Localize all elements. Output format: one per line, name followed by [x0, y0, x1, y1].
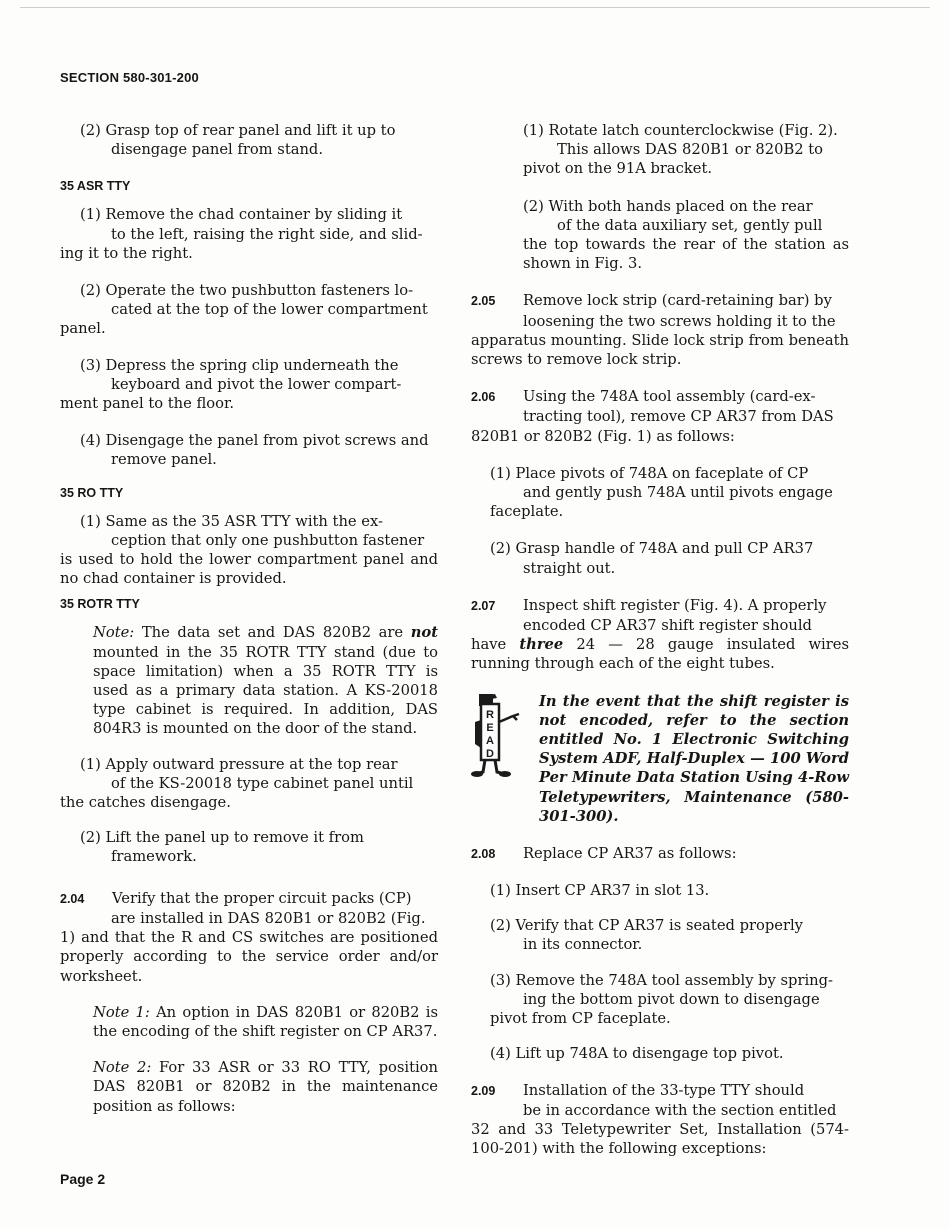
right-column: [471, 121, 849, 1159]
paragraph-2-07: 2.07 Inspect shift register (Fig. 4). A properly encoded CP AR37 shift register should have three 24 — 28 gauge insulated wires running through each of the eight tubes.: [471, 596, 850, 673]
read-callout-text: In the event that the shift register is not encoded, refer to the section entitled No. 1 Electronic Switching System ADF, Half-Duplex — 100 Word Per Minute Data Station Using 4-Row Teletypewriters, Maintenance (580-301-300).: [539, 692, 849, 825]
paragraph-2-08-4: (4) Lift up 748A to disengage top pivot.: [490, 1044, 784, 1062]
paragraph-2-08-2: (2) Verify that CP AR37 is seated properly in its connector.: [490, 916, 803, 953]
paragraph-asr-2: (2) Operate the two pushbutton fasteners lo- cated at the top of the lower compartment panel.: [60, 282, 428, 338]
paragraph-2-05: 2.05 Remove lock strip (card-retaining bar) by loosening the two screws holding it to the apparatus mounting. Slide lock strip from beneath screws to remove lock strip.: [471, 292, 849, 369]
read-letter: R: [486, 708, 494, 721]
paragraph-asr-4: (4) Disengage the panel from pivot screws and remove panel.: [80, 432, 429, 469]
note-label: Note:: [93, 624, 135, 642]
paragraph-number: 2.04: [60, 891, 85, 906]
paragraph-2-04: 2.04 Verify that the proper circuit packs (CP) are installed in DAS 820B1 or 820B2 (Fig. 1) and that the R and CS switches are positioned properly according to the service order and/or worksheet.: [60, 889, 438, 985]
section-title: SECTION 580-301-200: [60, 70, 199, 85]
heading-35-ro-tty: 35 RO TTY: [60, 485, 124, 500]
top-rule: [20, 7, 930, 8]
page-number: Page 2: [60, 1171, 106, 1187]
note-1: Note 1: An option in DAS 820B1 or 820B2 is the encoding of the shift register on CP AR37.: [93, 1003, 438, 1040]
note-2: Note 2: For 33 ASR or 33 RO TTY, position DAS 820B1 or 820B2 in the maintenance position as follows:: [93, 1059, 438, 1115]
heading-35-rotr-tty: 35 ROTR TTY: [60, 597, 140, 612]
paragraph-rotr-1: (1) Apply outward pressure at the top rear of the KS-20018 type cabinet panel until the catches disengage.: [60, 755, 414, 812]
read-mascot-icon: [471, 692, 529, 782]
paragraph-ro-1: (1) Same as the 35 ASR TTY with the ex- ception that only one pushbutton fastener is used to hold the lower compartment panel and no chad container is provided.: [60, 512, 438, 588]
paragraph-asr-3: (3) Depress the spring clip underneath the keyboard and pivot the lower compart- ment panel to the floor.: [60, 356, 402, 413]
read-letter: D: [486, 747, 494, 760]
paragraph-2-08-3: (3) Remove the 748A tool assembly by spring- ing the bottom pivot down to disengage pivot from CP faceplate.: [490, 971, 834, 1028]
paragraph-grasp-top: (2) Grasp top of rear panel and lift it up to disengage panel from stand.: [80, 122, 396, 159]
heading-35-asr-tty: 35 ASR TTY: [60, 179, 131, 194]
read-letter: A: [486, 734, 494, 747]
paragraph-2-08: 2.08 Replace CP AR37 as follows:: [471, 845, 737, 863]
paragraph-2-06-2: (2) Grasp handle of 748A and pull CP AR37 straight out.: [490, 540, 814, 577]
paragraph-rotr-2: (2) Lift the panel up to remove it from framework.: [80, 829, 364, 866]
paragraph-both-hands: (2) With both hands placed on the rear of the data auxiliary set, gently pull the top towards the rear of the station as shown in Fig. 3.: [523, 197, 849, 273]
paragraph-asr-1: (1) Remove the chad container by sliding it to the left, raising the right side, and slid- ing it to the right.: [60, 206, 423, 262]
note-rotr: Note: The data set and DAS 820B2 are not mounted in the 35 ROTR TTY stand (due to space limitation) when a 35 ROTR TTY is used as a primary data station. A KS-20018 type cabinet is required. In addition, DAS 804R3 is mounted on the door of the stand.: [93, 624, 438, 738]
paragraph-rotate-latch: (1) Rotate latch counterclockwise (Fig. 2). This allows DAS 820B1 or 820B2 to pivot on the 91A bracket.: [523, 122, 838, 178]
paragraph-2-09: 2.09 Installation of the 33-type TTY should be in accordance with the section entitled 32 and 33 Teletypewriter Set, Installation (574-100-201) with the following exceptions:: [471, 1081, 849, 1158]
read-letter: E: [486, 721, 494, 734]
paragraph-2-06-1: (1) Place pivots of 748A on faceplate of CP and gently push 748A until pivots engage faceplate.: [490, 464, 833, 521]
left-column: [60, 121, 438, 1116]
paragraph-2-06: 2.06 Using the 748A tool assembly (card-ex- tracting tool), remove CP AR37 from DAS 820B1 or 820B2 (Fig. 1) as follows:: [471, 388, 834, 445]
paragraph-2-08-1: (1) Insert CP AR37 in slot 13.: [490, 882, 710, 900]
read-callout: [471, 692, 849, 826]
